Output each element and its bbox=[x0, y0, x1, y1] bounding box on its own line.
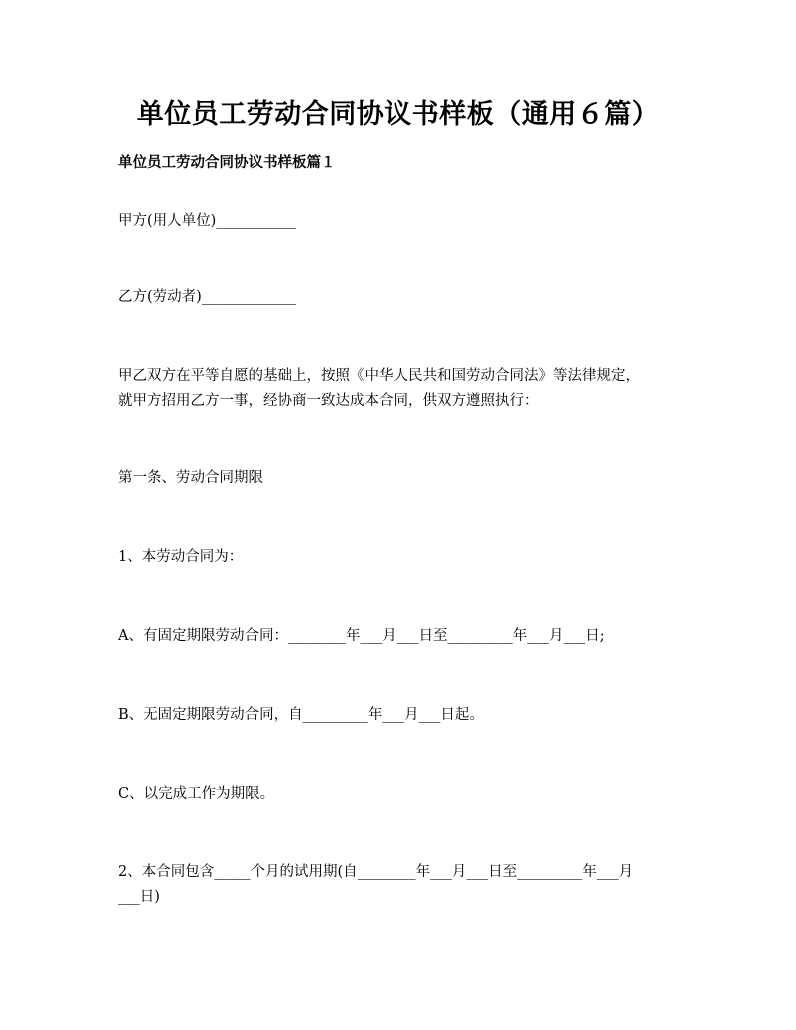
item-c: C、以完成工作为期限。 bbox=[118, 786, 275, 802]
item-b: B、无固定期限劳动合同，自_________年___月___日起。 bbox=[118, 707, 484, 723]
item-2-paragraph bbox=[118, 860, 678, 910]
party-a-line: 甲方(用人单位)___________ bbox=[118, 213, 297, 229]
preamble-line-1: 甲乙双方在平等自愿的基础上，按照《中华人民共和国劳动合同法》等法律规定， bbox=[118, 368, 640, 384]
item-1: 1、本劳动合同为： bbox=[118, 549, 244, 565]
party-b-line: 乙方(劳动者)_____________ bbox=[118, 289, 297, 305]
document-title: 单位员工劳动合同协议书样板（通用６篇） bbox=[136, 99, 660, 130]
preamble-paragraph bbox=[118, 364, 678, 414]
section-heading: 单位员工劳动合同协议书样板篇１ bbox=[118, 154, 336, 171]
item-a: A、有固定期限劳动合同：________年___月___日至_________年___月___日; bbox=[118, 628, 605, 644]
preamble-line-2: 就甲方招用乙方一事，经协商一致达成本合同，供双方遵照执行： bbox=[118, 393, 539, 409]
article-1-heading: 第一条、劳动合同期限 bbox=[118, 470, 263, 486]
item-2-line-1: 2、本合同包含_____个月的试用期(自________年___月___日至_________年___月 bbox=[118, 864, 634, 880]
item-2-line-2: ___日) bbox=[118, 889, 160, 905]
